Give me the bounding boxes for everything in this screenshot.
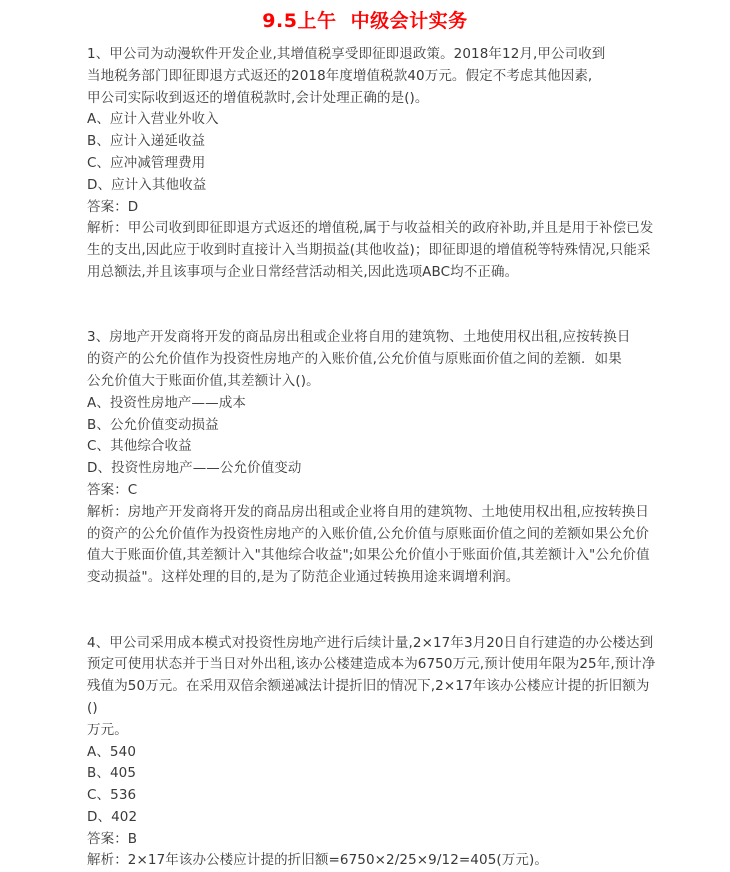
question-option-a[interactable]: A、540 <box>87 743 137 760</box>
question-stem-line: 的资产的公允价值作为投资性房地产的入账价值,公允价值与原账面价值之间的差额．如果 <box>87 351 622 368</box>
explanation-line: 生的支出,因此应于收到时直接计入当期损益(其他收益)；即征即退的增值税等特殊情况,只能采 <box>87 242 651 259</box>
explanation-line: 解析：房地产开发商将开发的商品房出租或企业将自用的建筑物、土地使用权出租,应按转换日 <box>87 503 649 520</box>
question-option-d[interactable]: D、投资性房地产——公允价值变动 <box>87 460 302 477</box>
question-option-c[interactable]: C、536 <box>87 787 137 804</box>
question-stem-line: 当地税务部门即征即退方式返还的2018年度增值税款40万元。假定不考虑其他因素, <box>87 67 593 84</box>
question-stem-line: 3、房地产开发商将开发的商品房出租或企业将自用的建筑物、土地使用权出租,应按转换日 <box>87 329 631 346</box>
answer-label: 答案：C <box>87 481 138 498</box>
block-spacer <box>87 589 658 633</box>
question-option-c[interactable]: C、其他综合收益 <box>87 438 192 455</box>
question-block-4 <box>87 633 658 872</box>
explanation-line: 值大于账面价值,其差额计入"其他综合收益";如果公允价值小于账面价值,其差额计入"公允价值 <box>87 547 650 564</box>
explanation-line: 的资产的公允价值作为投资性房地产的入账价值,公允价值与原账面价值之间的差额如果公允价 <box>87 525 649 542</box>
question-stem-line: 预定可使用状态并于当日对外出租,该办公楼建造成本为6750万元,预计使用年限为25年,预计净 <box>87 656 656 673</box>
question-option-c[interactable]: C、应冲减管理费用 <box>87 154 206 171</box>
explanation-line: 变动损益"。这样处理的目的,是为了防范企业通过转换用途来调增利润。 <box>87 569 520 586</box>
question-stem-line: 公允价值大于账面价值,其差额计入()。 <box>87 372 320 389</box>
question-option-d[interactable]: D、402 <box>87 808 138 825</box>
question-stem-line: 万元。 <box>87 721 128 738</box>
question-option-b[interactable]: B、公允价值变动损益 <box>87 416 219 433</box>
question-stem-line: 1、甲公司为动漫软件开发企业,其增值税享受即征即退政策。2018年12月,甲公司收到 <box>87 46 606 62</box>
question-stem-line: 4、甲公司采用成本模式对投资性房地产进行后续计量,2×17年3月20日自行建造的办公楼达到 <box>87 634 654 651</box>
question-option-a[interactable]: A、应计入营业外收入 <box>87 111 219 128</box>
answer-label: 答案：D <box>87 198 139 215</box>
question-block-1 <box>87 44 658 284</box>
question-stem-line: 甲公司实际收到返还的增值税款时,会计处理正确的是()。 <box>87 89 429 106</box>
explanation-line: 解析：甲公司收到即征即退方式返还的增值税,属于与收益相关的政府补助,并且是用于补偿已发 <box>87 220 654 237</box>
answer-label: 答案：B <box>87 830 138 847</box>
question-option-b[interactable]: B、405 <box>87 765 137 782</box>
question-stem-line: 残值为50万元。在采用双倍余额递减法计提折旧的情况下,2×17年该办公楼应计提的折旧额为() <box>87 678 650 716</box>
block-spacer <box>87 284 658 328</box>
question-option-b[interactable]: B、应计入递延收益 <box>87 133 206 150</box>
page-title: 9.5上午 中级会计实务 <box>262 10 468 32</box>
question-block-3 <box>87 327 658 589</box>
explanation-line: 用总额法,并且该事项与企业日常经营活动相关,因此选项ABC均不正确。 <box>87 263 519 280</box>
question-option-a[interactable]: A、投资性房地产——成本 <box>87 394 246 411</box>
question-option-d[interactable]: D、应计入其他收益 <box>87 176 207 193</box>
document-body <box>0 44 730 872</box>
explanation-line: 解析：2×17年该办公楼应计提的折旧额=6750×2/25×9/12=405(万元)。 <box>87 852 548 869</box>
